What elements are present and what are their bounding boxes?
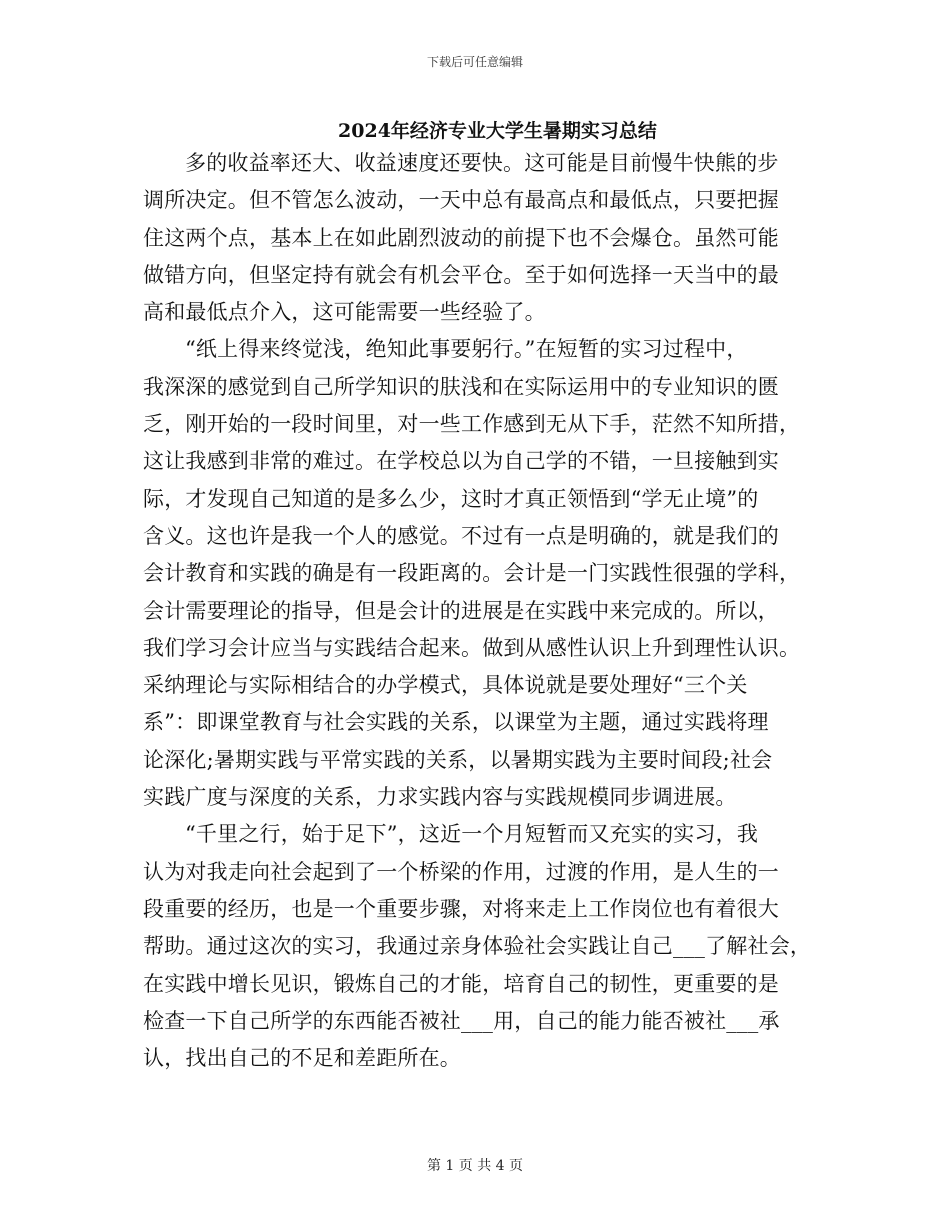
body-text-line: 认，找出自己的不足和差距所在。 — [143, 1046, 461, 1071]
body-text-line: “纸上得来终觉浅，绝知此事要躬行。”在短暂的实习过程中， — [185, 337, 748, 362]
body-text-line: 会计需要理论的指导，但是会计的进展是在实践中来完成的。所以， — [143, 598, 779, 623]
body-text-line: “千里之行，始于足下”，这近一个月短暂而又充实的实习，我 — [185, 822, 759, 847]
body-text-line: 这让我感到非常的难过。在学校总以为自己学的不错，一旦接触到实 — [143, 449, 779, 474]
body-text-line: 检查一下自己所学的东西能否被社___用，自己的能力能否被社___承 — [143, 1008, 780, 1033]
body-text-line: 论深化;暑期实践与平常实践的关系，以暑期实践为主要时间段;社会 — [143, 747, 773, 772]
body-text-line: 在实践中增长见识，锻炼自己的才能，培育自己的韧性，更重要的是 — [143, 971, 779, 996]
body-text-line: 我深深的感觉到自己所学知识的肤浅和在实际运用中的专业知识的匮 — [143, 374, 779, 399]
body-text-line: 际，才发现自己知道的是多么少，这时才真正领悟到“学无止境”的 — [143, 486, 759, 511]
body-text-line: 我们学习会计应当与实践结合起来。做到从感性认识上升到理性认识。 — [143, 635, 801, 660]
body-text-line: 段重要的经历，也是一个重要步骤，对将来走上工作岗位也有着很大 — [143, 896, 779, 921]
document-title: 2024年经济专业大学生暑期实习总结 — [338, 120, 657, 142]
document-body — [143, 145, 812, 1077]
body-text-line: 采纳理论与实际相结合的办学模式，具体说就是要处理好“三个关 — [143, 673, 748, 698]
body-text-line: 住这两个点，基本上在如此剧烈波动的前提下也不会爆仓。虽然可能 — [143, 225, 779, 250]
body-text-line: 实践广度与深度的关系，力求实践内容与实践规模同步调进展。 — [143, 785, 737, 810]
body-text-line: 高和最低点介入，这可能需要一些经验了。 — [143, 300, 546, 325]
body-text-line: 系”：即课堂教育与社会实践的关系，以课堂为主题，通过实践将理 — [143, 710, 769, 735]
body-text-line: 认为对我走向社会起到了一个桥梁的作用，过渡的作用，是人生的一 — [143, 859, 779, 884]
body-text-line: 乏，刚开始的一段时间里，对一些工作感到无从下手，茫然不知所措， — [143, 412, 801, 437]
header-note: 下载后可任意编辑 — [426, 55, 523, 69]
body-text-line: 含义。这也许是我一个人的感觉。不过有一点是明确的，就是我们的 — [143, 523, 779, 548]
body-text-line: 调所决定。但不管怎么波动，一天中总有最高点和最低点，只要把握 — [143, 188, 779, 213]
body-text-line: 做错方向，但坚定持有就会有机会平仓。至于如何选择一天当中的最 — [143, 262, 779, 287]
page-footer: 第 1 页 共 4 页 — [426, 1158, 524, 1174]
body-text-line: 多的收益率还大、收益速度还要快。这可能是目前慢牛快熊的步 — [185, 151, 779, 175]
body-text-line: 会计教育和实践的确是有一段距离的。会计是一门实践性很强的学科， — [143, 561, 801, 586]
body-text-line: 帮助。通过这次的实习，我通过亲身体验社会实践让自己___了解社会， — [143, 934, 812, 959]
